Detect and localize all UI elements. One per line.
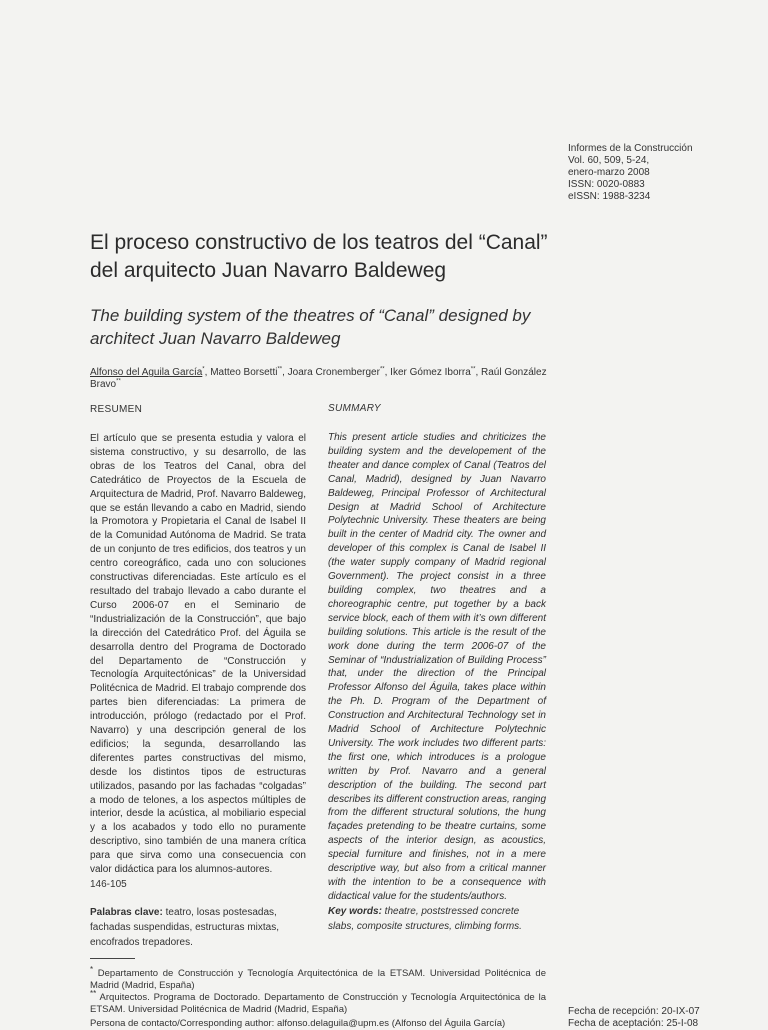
article-title-english: The building system of the theatres of “Canal” designed by architect Juan Navarro Baldeweg — [90, 306, 531, 348]
affiliation-mark: ** — [470, 366, 476, 373]
resumen-heading: RESUMEN — [90, 404, 143, 415]
affiliation-mark: ** — [379, 366, 385, 373]
journal-issn: ISSN: 0020-0883 — [568, 179, 645, 190]
affiliation-mark: * — [202, 366, 205, 373]
author-name: , Matteo Borsetti — [204, 367, 278, 378]
footnote-text: Arquitectos. Programa de Doctorado. Departamento de Construcción y Tecnología Arquitectónica de la ETSAM. Universidad Politécnica de Madrid (Madrid, España) — [90, 992, 546, 1016]
journal-period: enero-marzo 2008 — [568, 167, 650, 178]
keywords-text: theatre, poststressed concrete slabs, composite structures, climbing forms. — [328, 906, 522, 932]
keywords-label: Palabras clave: — [90, 907, 163, 918]
author-name: , Joara Cronemberger — [282, 367, 380, 378]
footnote-mark: ** — [90, 989, 97, 998]
author-list — [90, 367, 548, 391]
summary-heading: SUMMARY — [328, 403, 381, 414]
journal-name: Informes de la Construcción — [568, 143, 693, 154]
article-title-spanish: El proceso constructivo de los teatros del “Canal” del arquitecto Juan Navarro Baldeweg — [90, 231, 548, 282]
footnote-divider — [90, 958, 135, 959]
author-name: , Raúl González Bravo — [90, 367, 547, 390]
footnote — [90, 988, 546, 1016]
resumen-body: El artículo que se presenta estudia y valora el sistema constructivo, y su desarrollo, de las obras de los Teatros del Canal, obra del Catedrático de Proyectos de la Escuela de Arquitectura de Madrid, Prof. Navarro Baldeweg, que se están llevando a cabo en Madrid, siendo la Promotora y Propietaria el Canal de Isabel II de la Comunidad Autónoma de Madrid. Se trata de un conjunto de tres edificios, dos teatros y un centro coreográfico, cada uno con soluciones constructivas diferenciadas. Este artículo es el resultado del trabajo llevado a cabo durante el Curso 2006-07 en el Seminario de “Industrialización de la Construcción”, que bajo la dirección del Catedrático Prof. del Águila se desarrolla dentro del Programa de Doctorado del Departamento de “Construcción y Tecnología Arquitectónicas” de la Universidad Politécnica de Madrid. El trabajo comprende dos partes bien diferenciadas: La primera de introducción, prólogo (redactado por el Prof. Navarro) y una descripción general de los edificios; la segunda, desarrollando las diferentes partes constructivas del mismo, desde los distintos tipos de estructuras utilizados, pasando por las fachadas “colgadas” a modo de telones, a los aspectos múltiples de interior, desde la acústica, al mobiliario especial y a los acabados y todo ello no puramente descriptivo, sino también de una manera crítica para que sirva como una consecuencia con valor didáctica para los alumnos-autores. — [90, 433, 306, 876]
keywords-text: teatro, losas postesadas, fachadas suspendidas, estructuras mixtas, encofrados trepadores. — [90, 907, 279, 948]
contact-footnote: Persona de contacto/Corresponding author: alfonso.delaguila@upm.es (Alfonso del Águila García) — [90, 1018, 506, 1029]
summary-body: This present article studies and chriticizes the building system and the developement of the theater and dance complex of Canal (Teatros del Canal, Madrid), designed by Juan Navarro Baldeweg, Principal Professor of Architectural Design at Madrid School of Architecture Polytechnic University. These theaters are being built in the center of Madrid city. The owner and developer of this complex is Canal de Isabel II (the water supply company of Madrid regional Government). The project consist in a three building complex, two theatres and a choreographic centre, put together by a back service block, each of them with it’s own different building solutions. This article is the result of the work done during the term 2006-07 of the Seminar of “Industrialization of Building Process” that, under the direction of the Principal Professor Alfonso del Águila, takes place within the Ph. D. Program of the Department of Construction and Architectural Technology set in Madrid School of Architecture Polytechnic University. The work includes two different parts: the first one, which introduces is a prologue written by Prof. Navarro and a general description of the building. The second part describes its different construction areas, ranging from the different structural solutions, the hung façades pretending to be theatre curtains, some aspects of the interior design, as acoustics, special furniture and finishes, not in a mere descriptive way, but also from a critical manner with the intention to be a consequence with didactical value for the students/authors. — [328, 432, 546, 902]
footnote-mark: * — [90, 965, 94, 974]
journal-info — [568, 143, 758, 203]
acceptance-date: Fecha de aceptación: 25-I-08 — [568, 1018, 699, 1029]
author-name: , Iker Gómez Iborra — [384, 367, 471, 378]
article-dates — [568, 1006, 700, 1030]
affiliation-mark: ** — [116, 378, 121, 385]
keywords-english — [328, 904, 546, 934]
article-code: 146-105 — [90, 879, 127, 890]
journal-eissn: eISSN: 1988-3234 — [568, 191, 651, 202]
keywords-spanish — [90, 905, 306, 950]
reception-date: Fecha de recepción: 20-IX-07 — [568, 1006, 700, 1017]
keywords-label: Key words: — [328, 906, 382, 917]
affiliation-mark: ** — [277, 366, 283, 373]
first-author[interactable]: Alfonso del Aguila García — [90, 367, 203, 378]
footnote-text: Departamento de Construcción y Tecnología Arquitectónica de la ETSAM. Universidad Politécnica de Madrid (Madrid, España) — [90, 968, 546, 992]
journal-volume: Vol. 60, 509, 5-24, — [568, 155, 650, 166]
